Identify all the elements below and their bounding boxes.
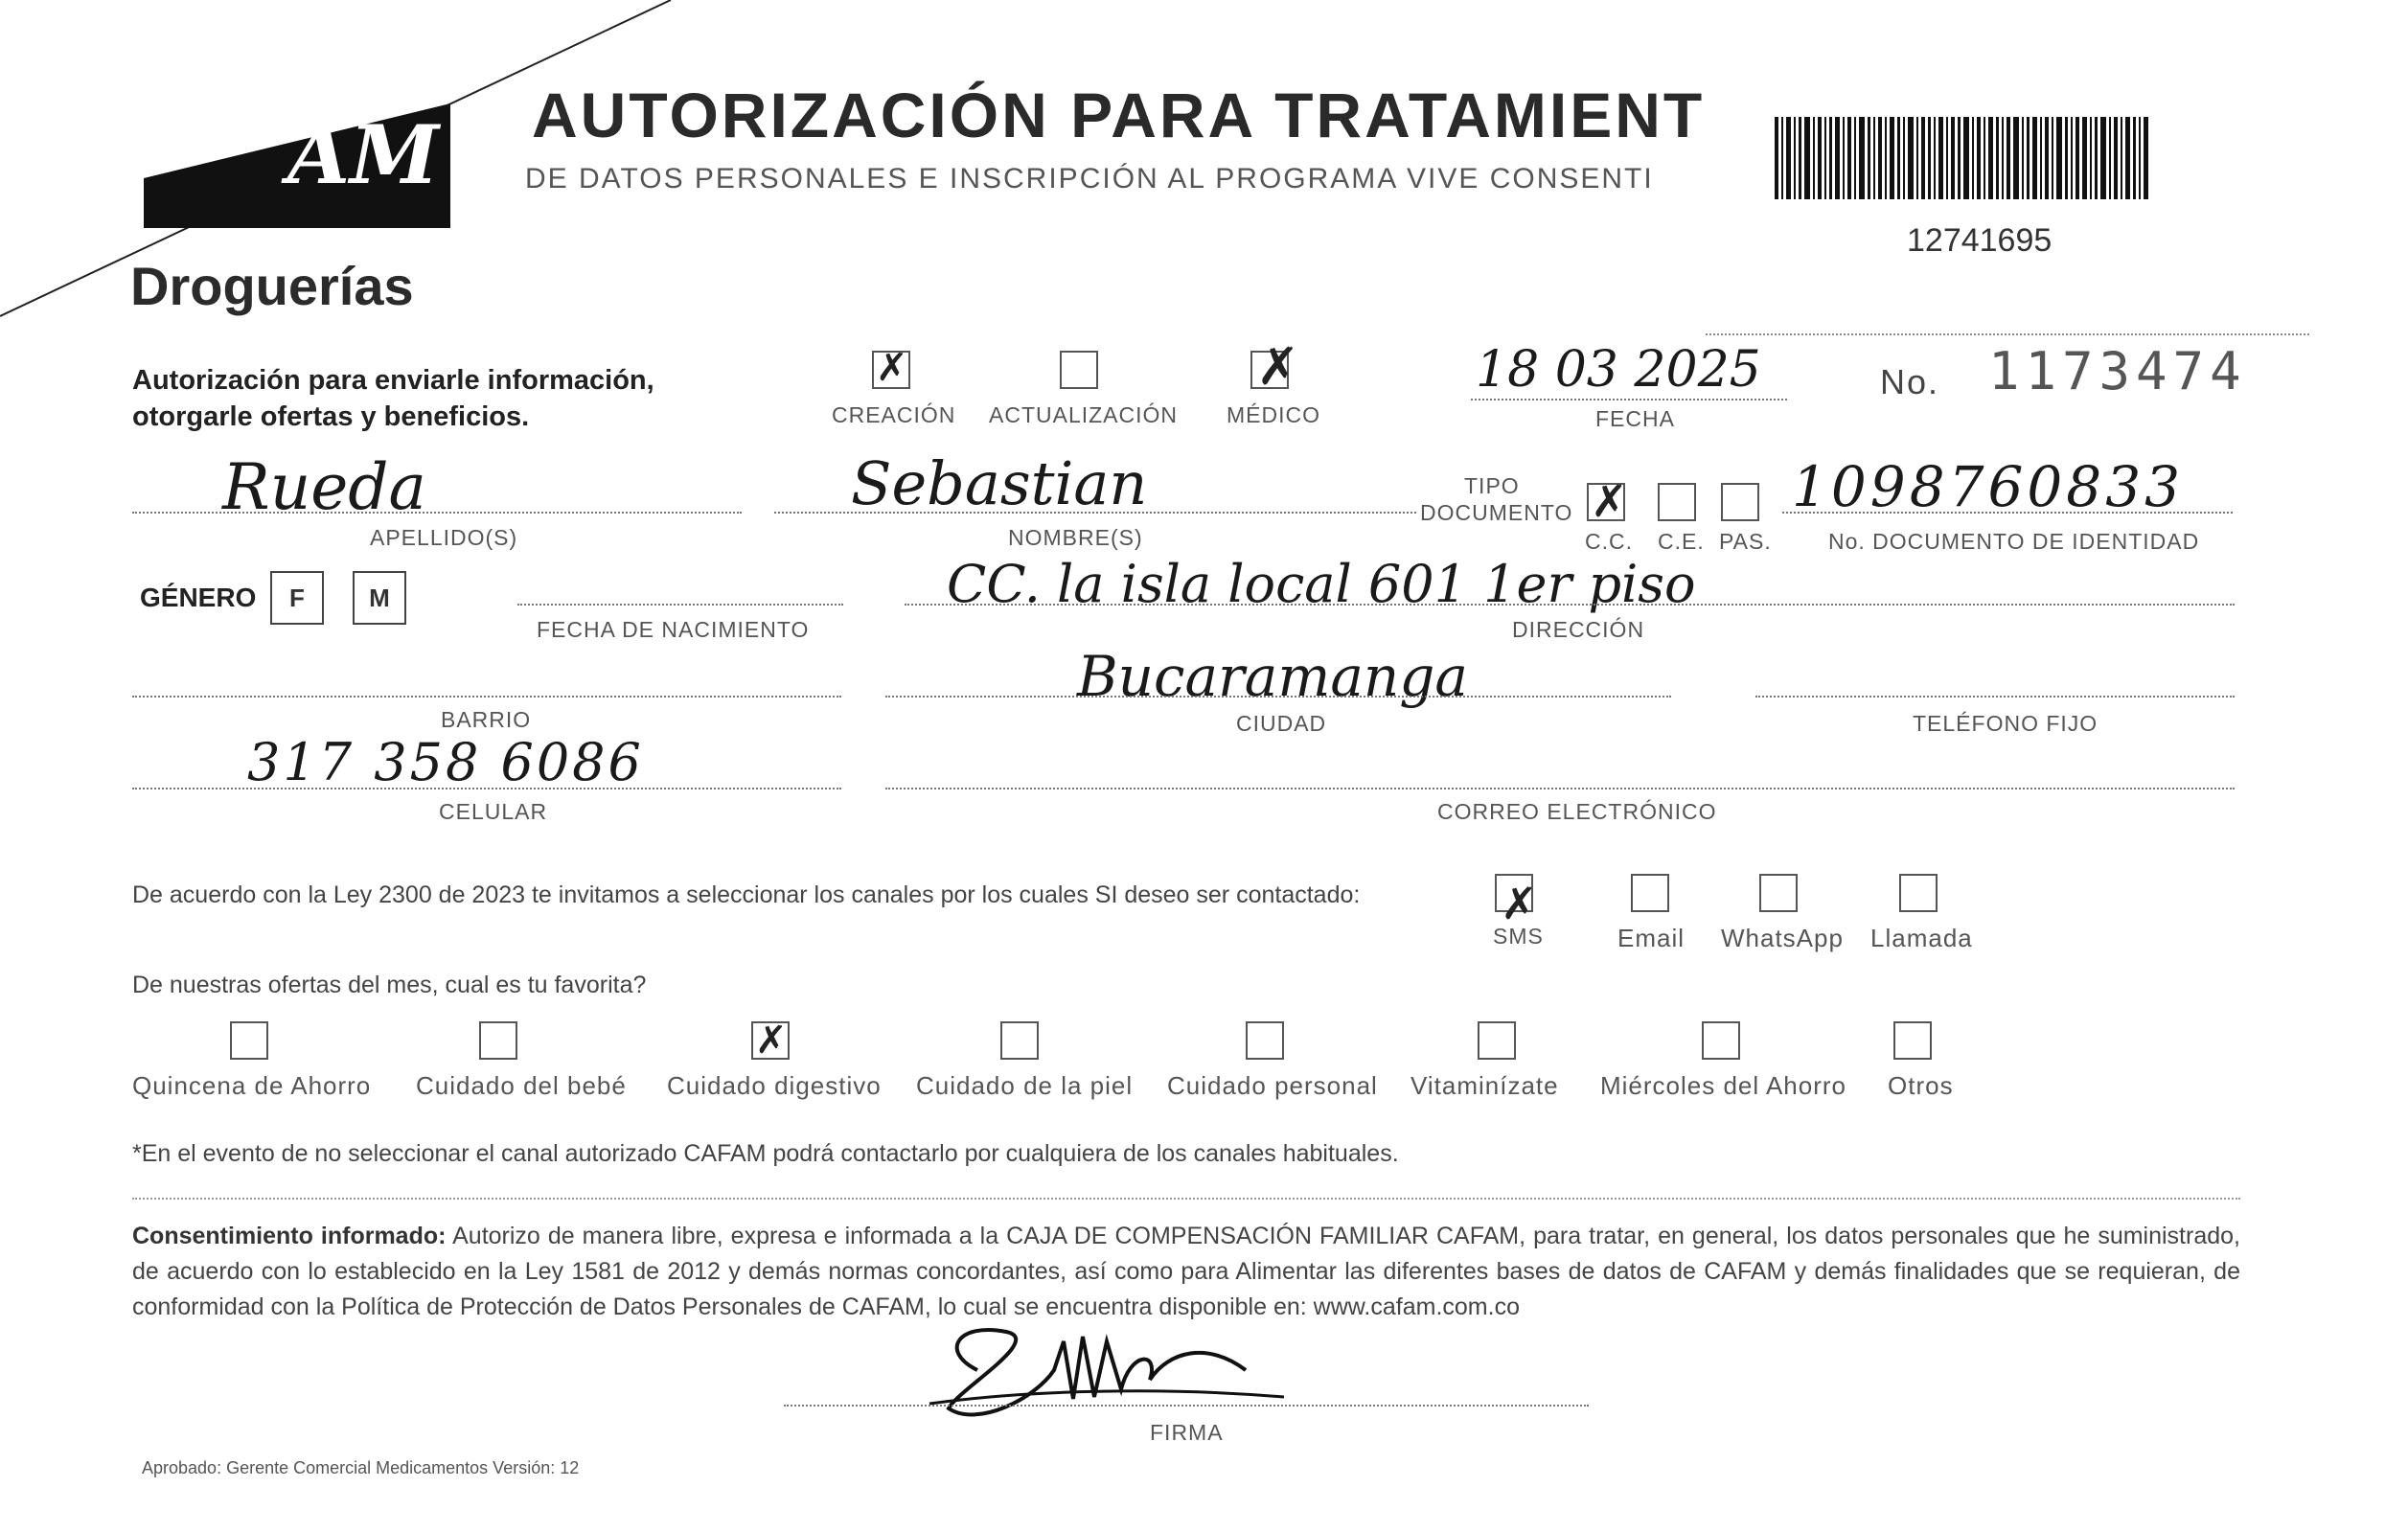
direccion-line (905, 604, 2235, 606)
ce-label: C.E. (1658, 529, 1705, 554)
check-x-icon: ✗ (1591, 475, 1628, 527)
offers-prompt: De nuestras ofertas del mes, cual es tu favorita? (132, 972, 647, 998)
fecha-value[interactable]: 18 03 2025 (1476, 341, 1761, 399)
celular-line (132, 788, 841, 789)
offer-personal-checkbox[interactable] (1246, 1021, 1284, 1060)
offer-digestivo-label: Cuidado digestivo (667, 1071, 882, 1100)
check-x-icon: ✗ (876, 346, 908, 390)
documento-label: DOCUMENTO (1420, 500, 1573, 525)
consent-text: Autorizo de manera libre, expresa e informada a la CAJA DE COMPENSACIÓN FAMILIAR CAFAM, para tratar, en general, los datos personales que he suministrado, de acuerdo con lo establecido en la Ley 1581 de 2012 y demás normas concordantes, así como para Alimentar las diferentes bases de datos de CAFAM y demás finalidades que se requieran, de conformidad con la Política de Protección de Datos Personales de CAFAM, lo cual se encuentra disponible en: www.cafam.com.co (132, 1223, 2240, 1320)
barrio-line (132, 696, 841, 698)
offer-quincena-label: Quincena de Ahorro (132, 1071, 372, 1100)
form-title: AUTORIZACIÓN PARA TRATAMIENT (532, 80, 1706, 150)
check-x-icon: ✗ (1501, 878, 1538, 929)
barcode-number: 12741695 (1907, 222, 2053, 259)
nombres-line (774, 512, 1416, 514)
signature-drawing (920, 1313, 1303, 1428)
actualizacion-checkbox[interactable] (1060, 351, 1098, 389)
pas-label: PAS. (1719, 529, 1772, 554)
signature-line (784, 1405, 1589, 1407)
pas-checkbox[interactable] (1721, 483, 1759, 521)
cc-checkbox[interactable] (1587, 475, 1628, 527)
creacion-checkbox[interactable] (872, 346, 910, 390)
offer-piel-checkbox[interactable] (1000, 1021, 1039, 1060)
email-checkbox[interactable] (1631, 874, 1669, 912)
cc-label: C.C. (1585, 529, 1633, 554)
sms-checkbox[interactable] (1495, 874, 1538, 929)
offer-vitaminizate-checkbox[interactable] (1478, 1021, 1516, 1060)
ce-checkbox[interactable] (1658, 483, 1696, 521)
check-x-icon: ✗ (755, 1018, 788, 1063)
signature-label: FIRMA (1150, 1420, 1224, 1445)
creacion-label: CREACIÓN (832, 402, 956, 427)
serial-no-value: 1173474 (1988, 341, 2247, 401)
celular-label: CELULAR (439, 799, 548, 824)
offer-miercoles-checkbox[interactable] (1702, 1021, 1740, 1060)
offer-personal-label: Cuidado personal (1167, 1071, 1378, 1100)
genero-label: GÉNERO (140, 583, 257, 612)
barcode (1775, 117, 2150, 199)
doc-number-value[interactable]: 1098760833 (1792, 454, 2185, 519)
apellidos-line (132, 512, 742, 514)
llamada-label: Llamada (1870, 924, 1973, 952)
sms-label: SMS (1493, 924, 1544, 949)
genero-m-box[interactable]: M (353, 571, 406, 625)
offer-bebe-label: Cuidado del bebé (416, 1071, 627, 1100)
offer-vitaminizate-label: Vitaminízate (1410, 1071, 1559, 1100)
ciudad-line (885, 696, 1671, 698)
doc-number-label: No. DOCUMENTO DE IDENTIDAD (1828, 529, 2200, 554)
offer-bebe-checkbox[interactable] (479, 1021, 517, 1060)
ciudad-value[interactable]: Bucaramanga (1077, 644, 1468, 709)
channels-prompt: De acuerdo con la Ley 2300 de 2023 te invitamos a seleccionar los canales por los cuales SI deseo ser contactado: (132, 881, 1361, 908)
ciudad-label: CIUDAD (1236, 711, 1327, 736)
authorization-line-2: otorgarle ofertas y beneficios. (132, 401, 530, 432)
llamada-checkbox[interactable] (1899, 874, 1938, 912)
logo-text: AM (287, 107, 440, 202)
authorization-heading (132, 362, 654, 435)
medico-label: MÉDICO (1227, 402, 1320, 427)
consent-divider (132, 1198, 2240, 1200)
direccion-label: DIRECCIÓN (1512, 617, 1645, 642)
telefono-label: TELÉFONO FIJO (1913, 711, 2098, 736)
fecha-line (1471, 399, 1787, 400)
nacimiento-label: FECHA DE NACIMIENTO (537, 617, 810, 642)
doc-number-line (1782, 512, 2233, 514)
whatsapp-label: WhatsApp (1721, 924, 1844, 952)
nacimiento-line (517, 604, 843, 606)
nombres-label: NOMBRE(S) (1008, 525, 1143, 550)
serial-no-label: No. (1880, 362, 1940, 401)
whatsapp-checkbox[interactable] (1759, 874, 1798, 912)
offer-piel-label: Cuidado de la piel (916, 1071, 1134, 1100)
email-label: Email (1617, 924, 1686, 952)
offer-digestivo-checkbox[interactable] (751, 1018, 790, 1063)
nombres-value[interactable]: Sebastian (851, 448, 1148, 518)
apellidos-value[interactable]: Rueda (222, 450, 426, 524)
consent-paragraph (132, 1219, 2240, 1325)
apellidos-label: APELLIDO(S) (370, 525, 518, 550)
medico-checkbox[interactable] (1250, 336, 1300, 397)
tipo-doc-label: TIPO (1464, 473, 1520, 498)
barrio-label: BARRIO (441, 707, 532, 732)
offer-otros-checkbox[interactable] (1893, 1021, 1932, 1060)
telefono-line (1755, 696, 2235, 698)
celular-value[interactable]: 317 358 6086 (247, 732, 644, 792)
authorization-line-1: Autorización para enviarle información, (132, 365, 654, 396)
footer-approval: Aprobado: Gerente Comercial Medicamentos Versión: 12 (142, 1458, 580, 1477)
offer-miercoles-label: Miércoles del Ahorro (1600, 1071, 1846, 1100)
header-divider (1706, 333, 2309, 335)
fecha-label: FECHA (1595, 406, 1675, 431)
channels-note: *En el evento de no seleccionar el canal autorizado CAFAM podrá contactarlo por cualquiera de los canales habituales. (132, 1140, 1399, 1167)
brand-name: Droguerías (130, 256, 414, 316)
offer-quincena-checkbox[interactable] (230, 1021, 268, 1060)
check-x-icon: ✗ (1256, 336, 1300, 397)
genero-f-box[interactable]: F (270, 571, 324, 625)
direccion-value[interactable]: CC. la isla local 601 1er piso (947, 554, 1696, 614)
form-subtitle: DE DATOS PERSONALES E INSCRIPCIÓN AL PROGRAMA VIVE CONSENTI (525, 163, 1654, 194)
offer-otros-label: Otros (1888, 1071, 1954, 1100)
correo-label: CORREO ELECTRÓNICO (1437, 799, 1717, 824)
consent-heading: Consentimiento informado: (132, 1223, 447, 1249)
actualizacion-label: ACTUALIZACIÓN (989, 402, 1179, 427)
correo-line (885, 788, 2235, 789)
